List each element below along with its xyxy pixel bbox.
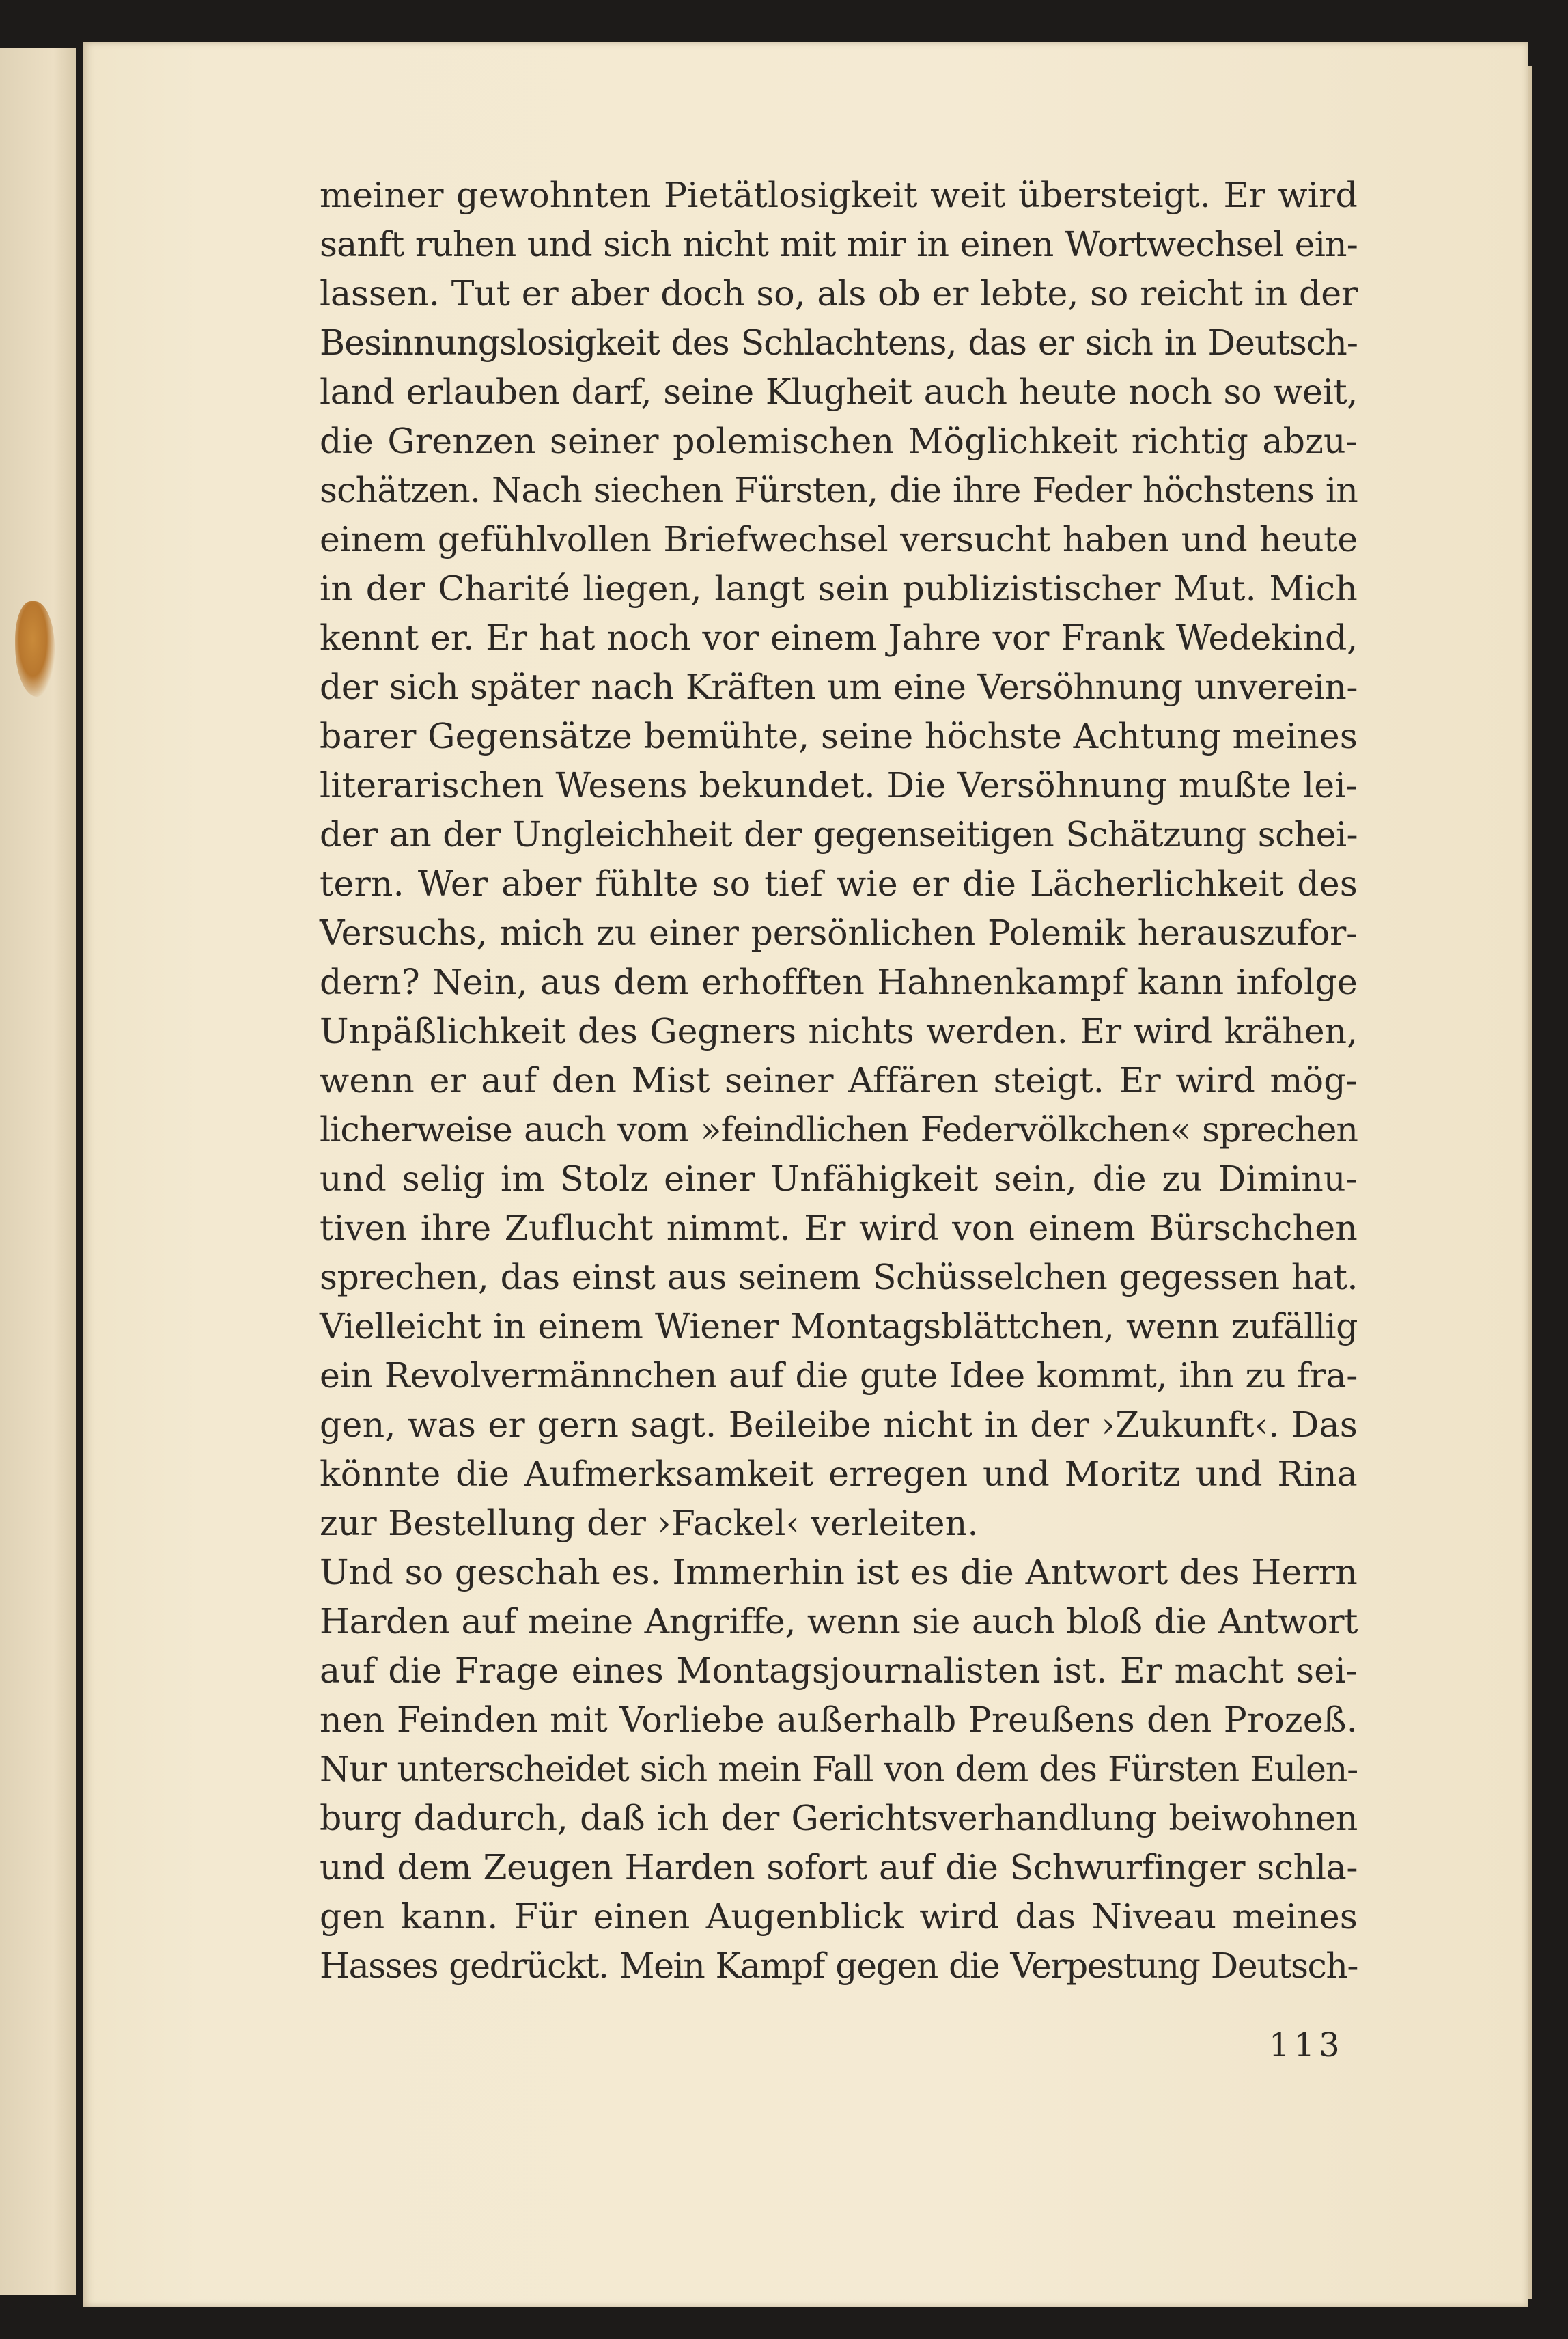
text-line: und selig im Stolz einer Unfähigkeit sein, die zu Diminu- — [320, 1159, 1358, 1199]
text-line: nen Feinden mit Vorliebe außerhalb Preußens den Prozeß. — [320, 1700, 1358, 1740]
text-line: Versuchs, mich zu einer persönlichen Polemik herauszufor- — [320, 913, 1358, 953]
text-line: lassen. Tut er aber doch so, als ob er lebte, so reicht in der — [320, 273, 1358, 314]
text-line: auf die Frage eines Montagsjournalisten ist. Er macht sei- — [320, 1650, 1358, 1691]
text-line: dern? Nein, aus dem erhofften Hahnenkampf kann infolge — [320, 962, 1358, 1002]
text-line: Unpäßlichkeit des Gegners nichts werden. Er wird krähen, — [320, 1011, 1358, 1051]
text-line: schätzen. Nach siechen Fürsten, die ihre Feder höchstens in — [320, 470, 1358, 510]
text-line: Und so geschah es. Immerhin ist es die Antwort des Herrn — [320, 1552, 1358, 1592]
text-line: kennt er. Er hat noch vor einem Jahre vor Frank Wedekind, — [320, 618, 1358, 658]
body-text — [320, 171, 1358, 1991]
text-line: der an der Ungleichheit der gegenseitigen Schätzung schei- — [320, 814, 1358, 855]
text-line: land erlauben darf, seine Klugheit auch heute noch so weit, — [320, 372, 1358, 412]
text-line: einem gefühlvollen Briefwechsel versucht haben und heute — [320, 519, 1358, 559]
text-line: und dem Zeugen Harden sofort auf die Schwurfinger schla- — [320, 1847, 1358, 1887]
text-line: zur Bestellung der ›Fackel‹ verleiten. — [320, 1503, 979, 1543]
text-line: gen, was er gern sagt. Beileibe nicht in der ›Zukunft‹. Das — [320, 1404, 1358, 1445]
text-line: könnte die Aufmerksamkeit erregen und Moritz und Rina — [320, 1454, 1358, 1494]
text-line: Vielleicht in einem Wiener Montagsblättchen, wenn zufällig — [320, 1306, 1358, 1346]
text-line: der sich später nach Kräften um eine Versöhnung unverein- — [320, 667, 1358, 707]
text-line: Besinnungslosigkeit des Schlachtens, das er sich in Deutsch- — [320, 322, 1358, 363]
paper-stain — [15, 601, 55, 697]
text-line: licherweise auch vom »feindlichen Federvölkchen« sprechen — [320, 1109, 1358, 1150]
text-line: meiner gewohnten Pietätlosigkeit weit übersteigt. Er wird — [320, 175, 1358, 215]
text-line: in der Charité liegen, langt sein publizistischer Mut. Mich — [320, 568, 1358, 609]
text-line: burg dadurch, daß ich der Gerichtsverhandlung beiwohnen — [320, 1798, 1358, 1838]
text-line: literarischen Wesens bekundet. Die Versöhnung mußte lei- — [320, 765, 1358, 805]
text-line: sprechen, das einst aus seinem Schüsselchen gegessen hat. — [320, 1257, 1358, 1297]
text-line: ein Revolvermännchen auf die gute Idee kommt, ihn zu fra- — [320, 1355, 1358, 1396]
text-line: wenn er auf den Mist seiner Affären steigt. Er wird mög- — [320, 1060, 1358, 1101]
text-line: Hasses gedrückt. Mein Kampf gegen die Verpestung Deutsch- — [320, 1946, 1358, 1986]
previous-page-edge — [0, 48, 76, 2295]
text-line: Nur unterscheidet sich mein Fall von dem des Fürsten Eulen- — [320, 1749, 1358, 1789]
text-line: barer Gegensätze bemühte, seine höchste Achtung meines — [320, 716, 1358, 756]
text-line: gen kann. Für einen Augenblick wird das Niveau meines — [320, 1896, 1358, 1937]
text-line: tern. Wer aber fühlte so tief wie er die Lächerlichkeit des — [320, 863, 1358, 904]
text-line: tiven ihre Zuflucht nimmt. Er wird von einem Bürschchen — [320, 1208, 1358, 1248]
text-line: Harden auf meine Angriffe, wenn sie auch bloß die Antwort — [320, 1601, 1358, 1642]
text-line: die Grenzen seiner polemischen Möglichkeit richtig abzu- — [320, 421, 1358, 461]
text-line: sanft ruhen und sich nicht mit mir in einen Wortwechsel ein- — [320, 224, 1358, 264]
page-number: 113 — [1269, 2026, 1344, 2064]
